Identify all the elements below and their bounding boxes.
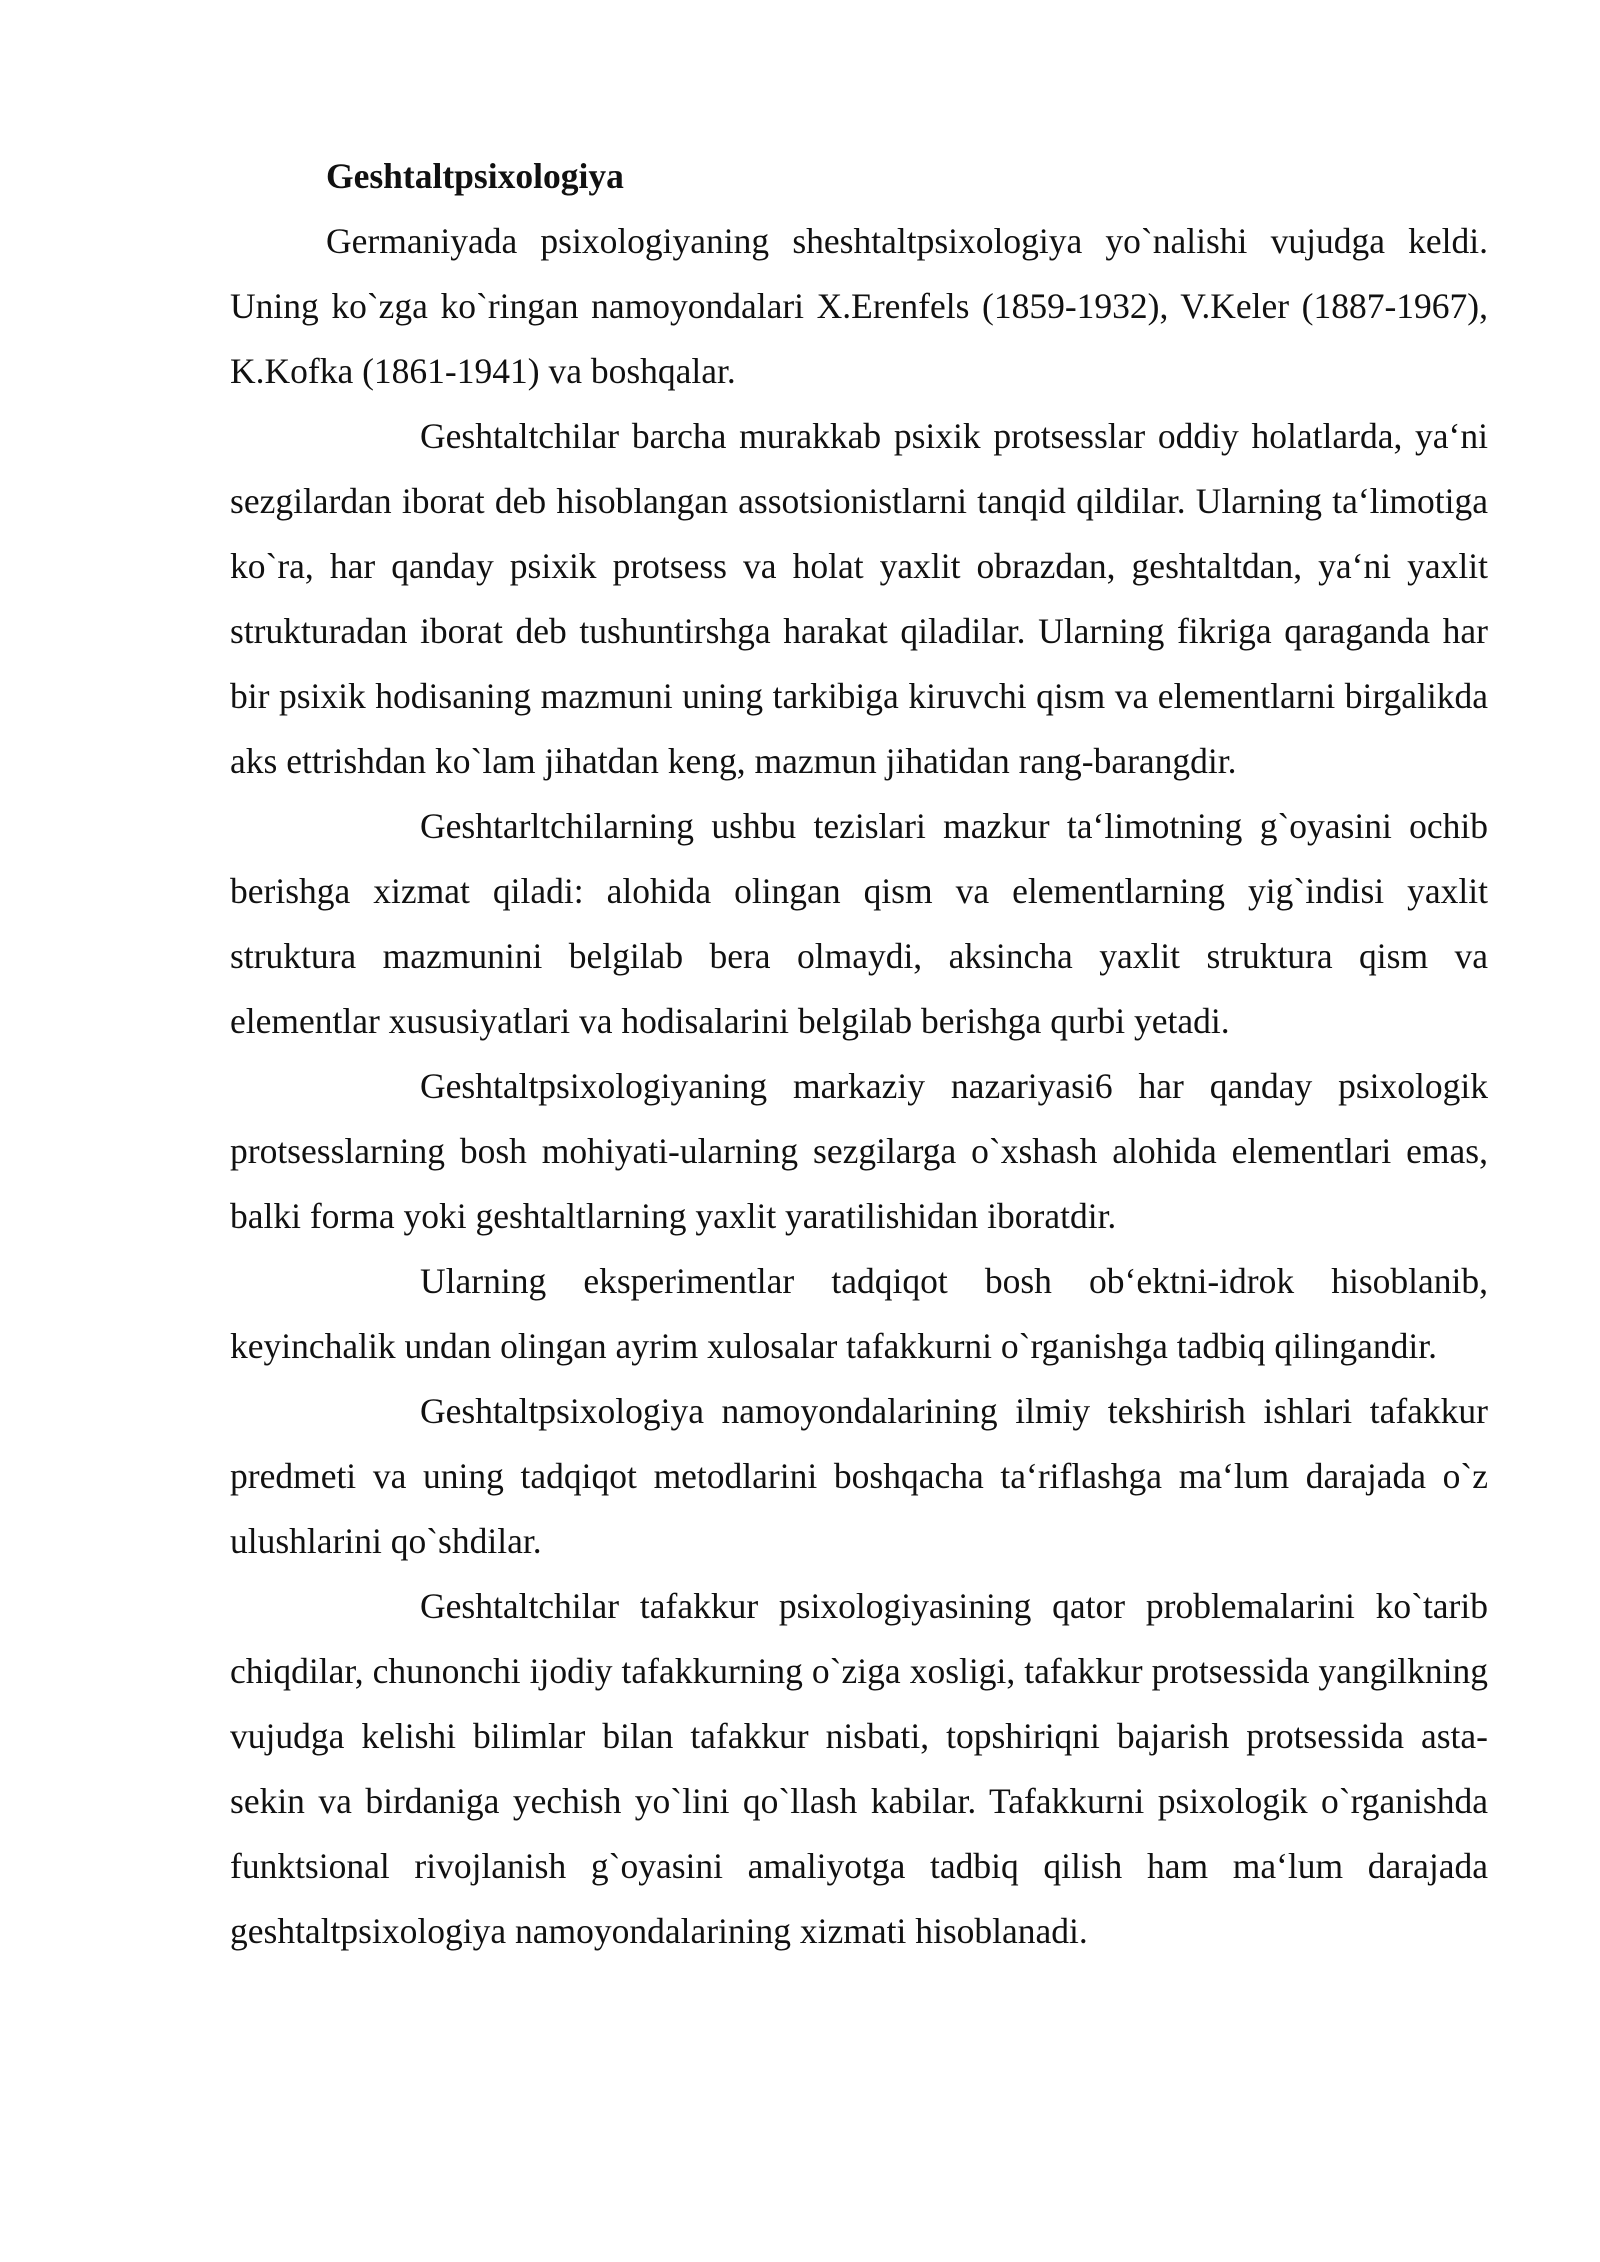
- paragraph-3: Geshtarltchilarning ushbu tezislari mazkur ta‘limotning g`oyasini ochib berishga xizmat qiladi: alohida olingan qism va elementlarning yig`indisi yaxlit struktura mazmunini belgilab bera olmaydi, aksincha yaxlit struktura qism va elementlar xususiyatlari va hodisalarini belgilab berishga qurbi yetadi.: [230, 806, 1488, 1041]
- document-title: Geshtaltpsixologiya: [326, 156, 624, 196]
- paragraph-4: Geshtaltpsixologiyaning markaziy nazariyasi6 har qanday psixologik protsesslarning bosh mohiyati-ularning sezgilarga o`xshash alohida elementlari emas, balki forma yoki geshtaltlarning yaxlit yaratilishidan iboratdir.: [230, 1066, 1488, 1236]
- paragraph-7: Geshtaltchilar tafakkur psixologiyasining qator problemalarini ko`tarib chiqdilar, chunonchi ijodiy tafakkurning o`ziga xosligi, tafakkur protsessida yangilkning vujudga kelishi bilimlar bilan tafakkur nisbati, topshiriqni bajarish protsessida asta-sekin va birdaniga yechish yo`lini qo`llash kabilar. Tafakkurni psixologik o`rganishda funktsional rivojlanish g`oyasini amaliyotga tadbiq qilish ham ma‘lum darajada geshtaltpsixologiya namoyondalarining xizmati hisoblanadi.: [230, 1586, 1488, 1951]
- document-body: [230, 144, 1488, 1964]
- paragraph-5: Ularning eksperimentlar tadqiqot bosh ob‘ektni-idrok hisoblanib, keyinchalik undan olingan ayrim xulosalar tafakkurni o`rganishga tadbiq qilingandir.: [230, 1261, 1488, 1366]
- paragraph-2: Geshtaltchilar barcha murakkab psixik protsesslar oddiy holatlarda, ya‘ni sezgilardan iborat deb hisoblangan assotsionistlarni tanqid qildilar. Ularning ta‘limotiga ko`ra, har qanday psixik protsess va holat yaxlit obrazdan, geshtaltdan, ya‘ni yaxlit strukturadan iborat deb tushuntirshga harakat qiladilar. Ularning fikriga qaraganda har bir psixik hodisaning mazmuni uning tarkibiga kiruvchi qism va elementlarni birgalikda aks ettrishdan ko`lam jihatdan keng, mazmun jihatidan rang-barangdir.: [230, 416, 1488, 781]
- paragraph-1: Germaniyada psixologiyaning sheshtaltpsixologiya yo`nalishi vujudga keldi. Uning ko`zga ko`ringan namoyondalari X.Erenfels (1859-1932), V.Keler (1887-1967), K.Kofka (1861-1941) va boshqalar.: [230, 221, 1488, 391]
- paragraph-6: Geshtaltpsixologiya namoyondalarining ilmiy tekshirish ishlari tafakkur predmeti va uning tadqiqot metodlarini boshqacha ta‘riflashga ma‘lum darajada o`z ulushlarini qo`shdilar.: [230, 1391, 1488, 1561]
